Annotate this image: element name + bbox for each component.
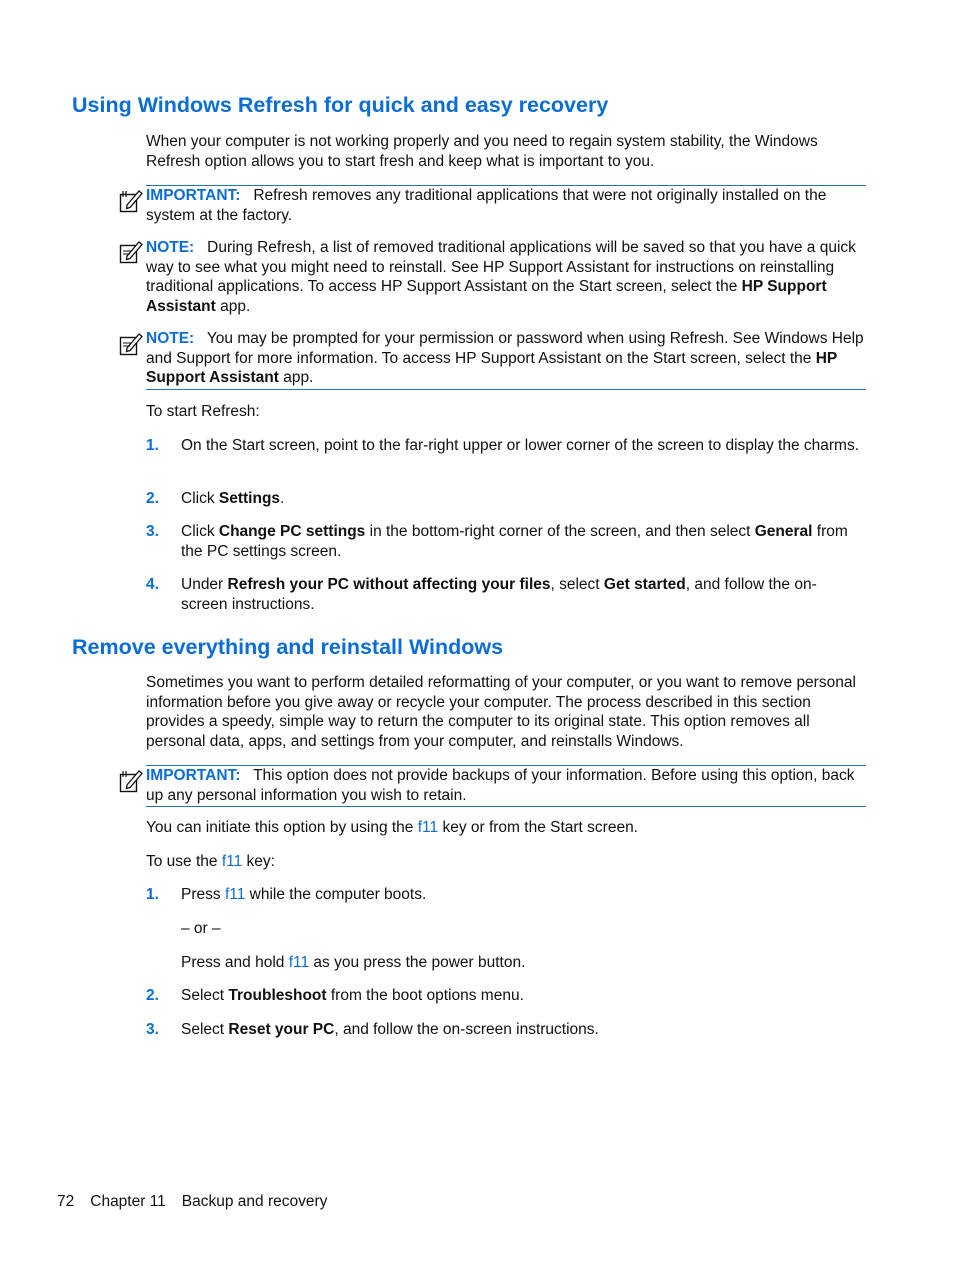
note-bold: HP Support Assistant <box>146 349 837 386</box>
use-f11-lead: To use the f11 key: <box>146 853 275 870</box>
section-title-refresh: Using Windows Refresh for quick and easy recovery <box>72 93 609 117</box>
important-text: Refresh removes any traditional applications that were not originally installed on the system at the factory. <box>146 187 827 224</box>
important-label: IMPORTANT: <box>146 767 241 784</box>
refresh-step-1 <box>146 436 861 456</box>
section-title-reinstall: Remove everything and reinstall Windows <box>72 635 504 659</box>
f11-key: f11 <box>221 853 243 870</box>
refresh-lead: To start Refresh: <box>146 403 260 420</box>
note-icon <box>119 240 144 264</box>
important-icon <box>119 769 144 793</box>
step-number: 4. <box>146 576 159 593</box>
page-number: 72 <box>57 1193 75 1210</box>
refresh-intro: When your computer is not working properly and you need to regain system stability, the Windows Refresh option allows you to start fresh and keep what is important to you. <box>146 133 818 170</box>
note-label: NOTE: <box>146 330 195 347</box>
note-bold: HP Support Assistant <box>146 278 827 315</box>
step-text: On the Start screen, point to the far-right upper or lower corner of the screen to display the charms. <box>181 437 860 454</box>
step-number: 2. <box>146 987 159 1004</box>
f11-key: f11 <box>288 954 310 971</box>
f11-key: f11 <box>417 819 439 836</box>
note-text: You may be prompted for your permission or password when using Refresh. See Windows Help and Support for more information. To access HP Support Assistant on the Start screen, select the <box>146 330 864 367</box>
step-text: Under Refresh your PC without affecting your files, select Get started, and follow the on-screen instructions. <box>181 576 817 613</box>
step-number: 1. <box>146 437 159 454</box>
f11-key: f11 <box>224 886 246 903</box>
reinstall-step-3 <box>146 1020 861 1040</box>
important-reinstall <box>146 765 866 807</box>
note-text-end: app. <box>278 369 314 386</box>
step-text: Select Troubleshoot from the boot options menu. <box>181 987 524 1004</box>
step-text: Select Reset your PC, and follow the on-screen instructions. <box>181 1021 599 1038</box>
step-text: Click Settings. <box>181 490 285 507</box>
note-refresh-permission <box>146 329 866 390</box>
refresh-step-2 <box>146 489 861 509</box>
step-number: 1. <box>146 886 159 903</box>
note-label: NOTE: <box>146 239 195 256</box>
step-number: 3. <box>146 523 159 540</box>
refresh-step-3 <box>146 522 861 561</box>
page-footer <box>57 1192 343 1212</box>
reinstall-step-2 <box>146 986 861 1006</box>
chapter-number: Chapter 11 <box>90 1193 166 1210</box>
important-refresh <box>146 185 866 225</box>
important-text: This option does not provide backups of your information. Before using this option, back up any personal information you wish to retain. <box>146 767 855 804</box>
reinstall-intro: Sometimes you want to perform detailed reformatting of your computer, or you want to remove personal information before you give away or recycle your computer. The process described in this section provides a speedy, simple way to return the computer to its original state. This option removes all personal data, apps, and settings from your computer, and reinstalls Windows. <box>146 674 856 750</box>
important-icon <box>119 189 144 213</box>
chapter-title: Backup and recovery <box>181 1193 328 1210</box>
press-hold-text: Press and hold f11 as you press the power button. <box>181 954 526 971</box>
or-separator: – or – <box>181 920 221 937</box>
step-number: 2. <box>146 490 159 507</box>
note-text-end: app. <box>215 297 251 315</box>
important-label: IMPORTANT: <box>146 187 241 204</box>
refresh-step-4 <box>146 575 861 614</box>
step-text: Click Change PC settings in the bottom-right corner of the screen, and then select General from the PC settings screen. <box>181 523 848 560</box>
step-text: Press f11 while the computer boots. <box>181 886 427 903</box>
note-refresh-apps <box>146 238 866 316</box>
note-icon <box>119 332 144 356</box>
reinstall-step-1 <box>146 885 861 905</box>
initiate-text: You can initiate this option by using the f11 key or from the Start screen. <box>146 819 638 836</box>
step-number: 3. <box>146 1021 159 1038</box>
note-text: During Refresh, a list of removed traditional applications will be saved so that you have a quick way to see what you might need to reinstall. See HP Support Assistant for instructions on reinstalling traditional applications. To access HP Support Assistant on the Start screen, select the <box>146 239 856 295</box>
